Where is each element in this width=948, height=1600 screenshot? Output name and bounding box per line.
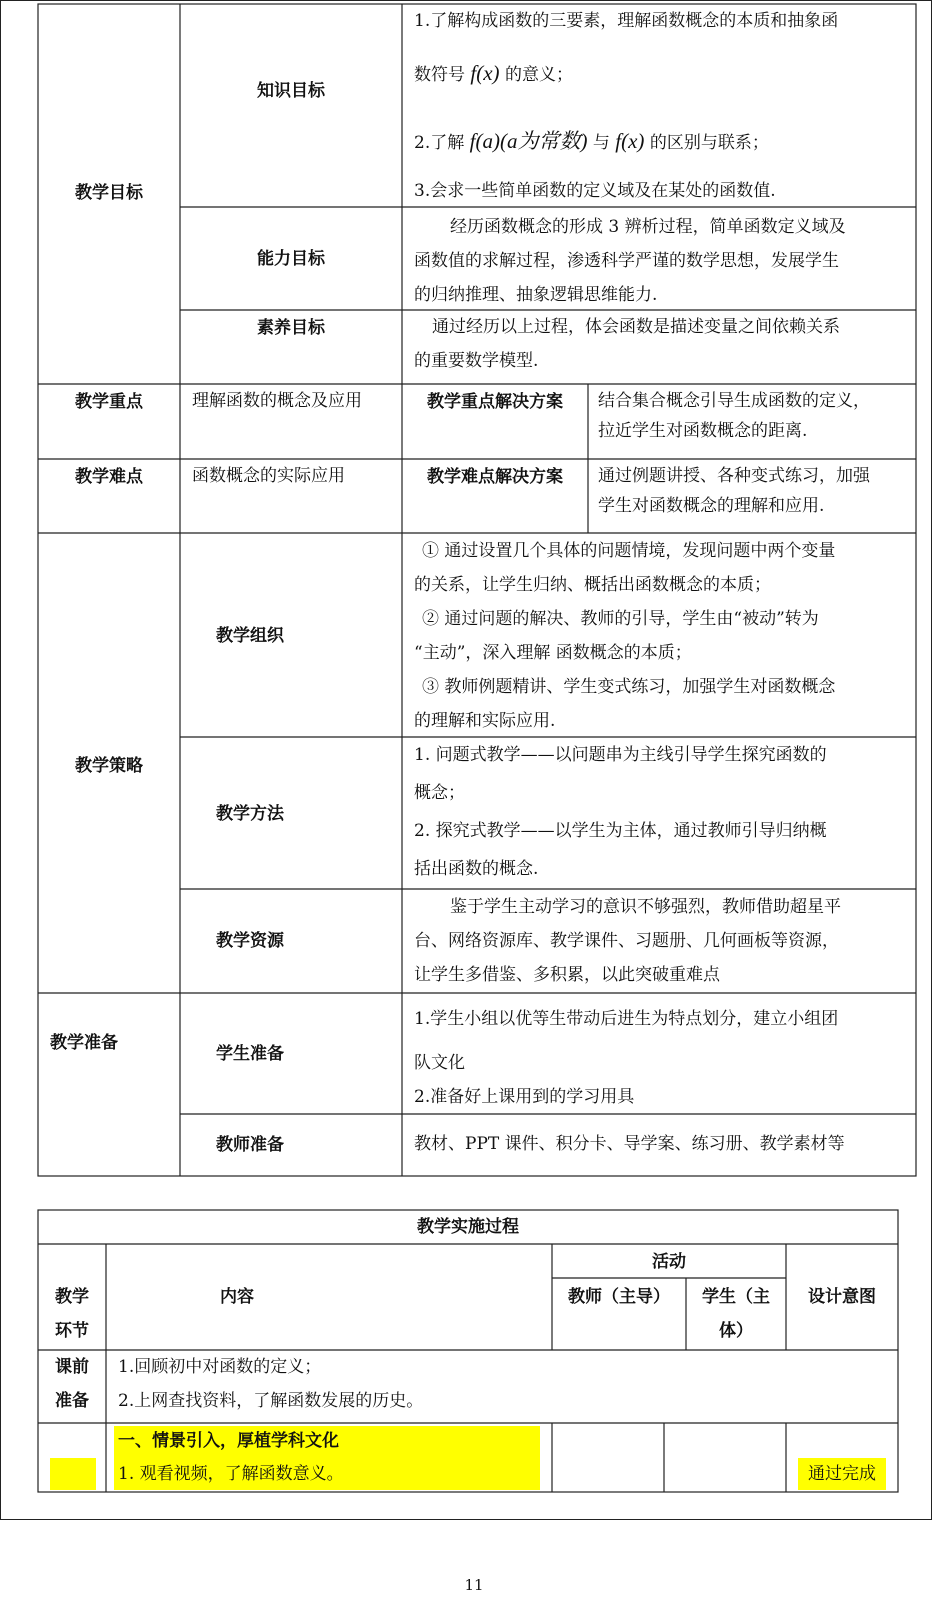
teaching-goals-label: 教学目标 xyxy=(75,183,143,203)
header-activity: 活动 xyxy=(652,1252,686,1272)
section-heading: 一、情景引入，厚植学科文化 xyxy=(118,1431,339,1451)
resources-label: 教学资源 xyxy=(216,931,284,951)
literacy-goal-text: 通过经历以上过程，体会函数是描述变量之间依赖关系 的重要数学模型. xyxy=(414,317,840,371)
method-text: 1. 问题式教学——以问题串为主线引导学生探究函数的 概念； 2. 探究式教学——以学生为主体，通过教师引导归纳概 括出函数的概念. xyxy=(414,745,827,879)
resources-text: 鉴于学生主动学习的意识不够强烈，教师借助超星平 台、网络资源库、教学课件、习题册、几何画板等资源， 让学生多借鉴、多积累，以此突破重难点 xyxy=(414,897,841,985)
header-stage: 教学 环节 xyxy=(55,1287,89,1341)
key-point-solution: 结合集合概念引导生成函数的定义， 拉近学生对函数概念的距离. xyxy=(598,391,870,441)
strategy-label: 教学策略 xyxy=(75,756,143,776)
literacy-goal-label: 素养目标 xyxy=(257,318,325,338)
header-content: 内容 xyxy=(220,1287,254,1307)
pre-class-stage: 课前 准备 xyxy=(55,1357,89,1411)
section-item: 1. 观看视频，了解函数意义。 xyxy=(118,1464,344,1484)
knowledge-goal-line4: 3.会求一些简单函数的定义域及在某处的函数值. xyxy=(414,181,776,201)
key-point-label: 教学重点 xyxy=(75,392,143,412)
stage-highlight-block xyxy=(50,1458,96,1490)
organization-label: 教学组织 xyxy=(216,626,284,646)
key-point-solution-label: 教学重点解决方案 xyxy=(427,392,563,412)
student-prep-text: 1.学生小组以优等生带动后进生为特点划分，建立小组团 队文化 2.准备好上课用到的学习用具 xyxy=(414,1009,839,1107)
ability-goal-label: 能力目标 xyxy=(257,248,325,269)
key-point-content: 理解函数的概念及应用 xyxy=(192,391,362,411)
teacher-prep-text: 教材、PPT 课件、积分卡、导学案、练习册、教学素材等 xyxy=(414,1134,845,1154)
method-label: 教学方法 xyxy=(216,804,284,824)
ability-goal-text: 经历函数概念的形成 3 辨析过程，简单函数定义域及 函数值的求解过程，渗透科学严谨的数学思想，发展学生 的归纳推理、抽象逻辑思维能力. xyxy=(414,217,846,305)
pre-class-content: 1.回顾初中对函数的定义； 2.上网查找资料，了解函数发展的历史。 xyxy=(118,1357,424,1411)
header-student: 学生（主 体） xyxy=(702,1287,770,1341)
knowledge-goal-line2: 数符号 f(x) 的意义； xyxy=(414,61,573,85)
organization-text: ① 通过设置几个具体的问题情境，发现问题中两个变量 的关系，让学生归纳、概括出函数概念的本质； ② 通过问题的解决、教师的引导，学生由“被动”转为 “主动”，深入理解 函数概念的本质； ③ 教师例题精讲、学生变式练习，加强学生对函数概念 的理解和实际应用. xyxy=(414,541,836,731)
page-number: 11 xyxy=(464,1576,484,1594)
knowledge-goal-label: 知识目标 xyxy=(257,81,325,101)
header-teacher: 教师（主导） xyxy=(568,1287,670,1307)
teacher-prep-label: 教师准备 xyxy=(216,1135,284,1155)
difficulty-label: 教学难点 xyxy=(75,467,143,487)
header-intent: 设计意图 xyxy=(808,1287,876,1307)
process-table-title: 教学实施过程 xyxy=(417,1217,519,1237)
difficulty-solution: 通过例题讲授、各种变式练习，加强 学生对函数概念的理解和应用. xyxy=(598,466,870,516)
difficulty-content: 函数概念的实际应用 xyxy=(192,466,345,486)
preparation-label: 教学准备 xyxy=(50,1033,118,1053)
design-intent-text: 通过完成 xyxy=(798,1458,886,1490)
knowledge-goal-line3: 2.了解 f(a)(a为常数) 与 f(x) 的区别与联系； xyxy=(414,129,769,153)
knowledge-goal-line1: 1.了解构成函数的三要素，理解函数概念的本质和抽象函 xyxy=(414,11,839,31)
difficulty-solution-label: 教学难点解决方案 xyxy=(427,467,563,487)
student-prep-label: 学生准备 xyxy=(216,1044,284,1064)
